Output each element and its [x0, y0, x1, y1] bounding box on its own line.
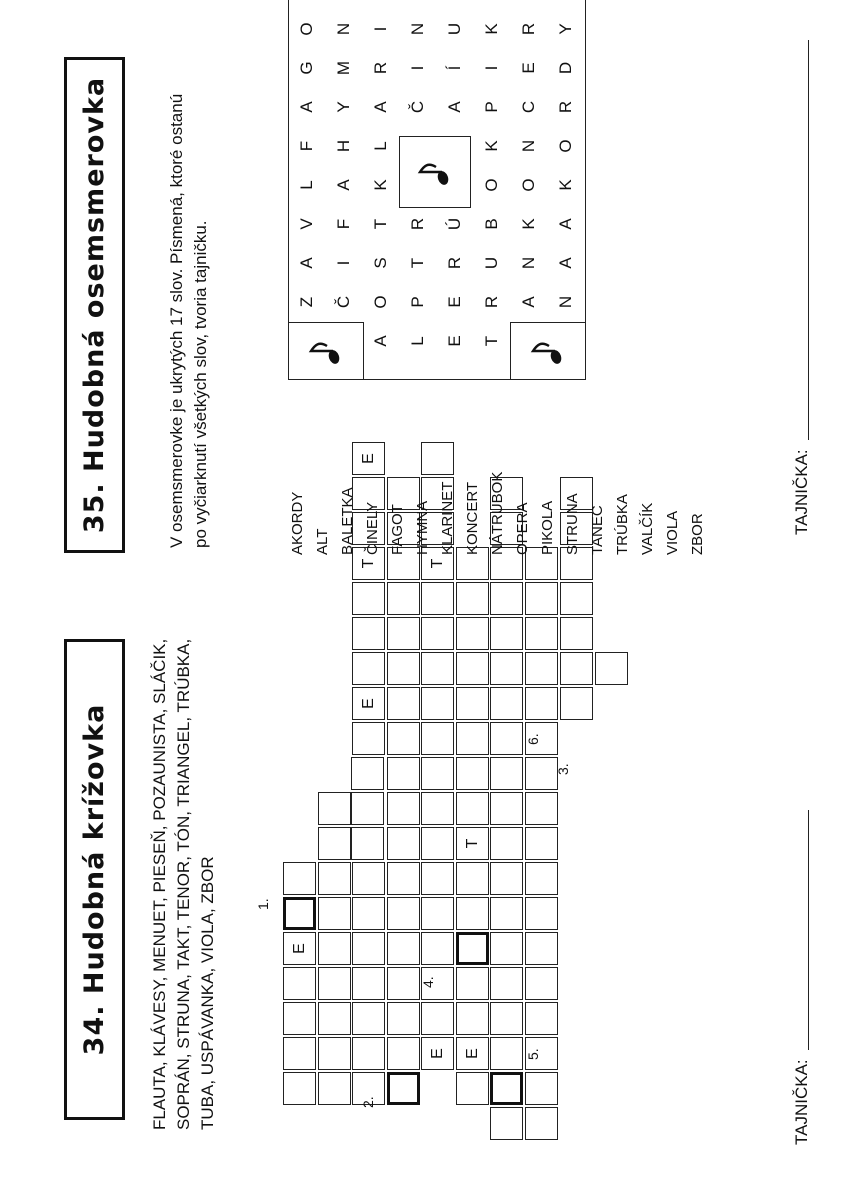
crossword-cell[interactable]: [351, 757, 384, 790]
wordsearch-letter[interactable]: [399, 0, 436, 10]
wordsearch-letter[interactable]: K: [481, 23, 501, 35]
wordsearch-intro: [165, 8, 213, 548]
wordsearch-letter[interactable]: P: [407, 296, 427, 308]
crossword-cell[interactable]: [318, 897, 351, 930]
crossword-cell[interactable]: [387, 1037, 420, 1070]
wordsearch-letter[interactable]: Z: [296, 296, 316, 308]
wordsearch-letter[interactable]: [547, 0, 584, 10]
crossword-cell[interactable]: [560, 652, 593, 685]
crossword-cell[interactable]: [352, 1037, 385, 1070]
hidden-word-item: VIOLA: [664, 510, 681, 555]
wordsearch-letter[interactable]: K: [370, 179, 390, 191]
crossword-cell[interactable]: [387, 827, 420, 860]
crossword-cell[interactable]: [525, 1002, 558, 1035]
wordsearch-letter[interactable]: K: [518, 218, 538, 230]
wordsearch-letter[interactable]: R: [370, 61, 390, 75]
crossword-cell[interactable]: [351, 792, 384, 825]
crossword-cell[interactable]: [387, 1002, 420, 1035]
wordsearch-letter[interactable]: A: [370, 101, 390, 113]
wordsearch-letter[interactable]: E: [518, 62, 538, 74]
word-list-line-2: SOPRÁN, STRUNA, TAKT, TENOR, TÓN, TRIANGEL, TRÚBKA,: [174, 638, 193, 1130]
crossword-cell[interactable]: [560, 687, 593, 720]
wordsearch-title-box: [64, 57, 125, 553]
crossword-cell[interactable]: [456, 722, 489, 755]
crossword-cell[interactable]: [351, 827, 384, 860]
crossword-cell[interactable]: [490, 1072, 523, 1105]
eighth-note-icon: [307, 336, 346, 366]
crossword-cell[interactable]: [352, 932, 385, 965]
crossword-cell[interactable]: [456, 1002, 489, 1035]
crossword-cell[interactable]: [352, 617, 385, 650]
wordsearch-letter[interactable]: [436, 0, 473, 10]
wordsearch-letter[interactable]: A: [370, 335, 390, 347]
hidden-word-item: HYMNA: [414, 500, 431, 555]
wordsearch-letter[interactable]: U: [444, 22, 464, 36]
wordsearch-letter[interactable]: E: [444, 296, 464, 308]
crossword-cell[interactable]: E: [283, 932, 316, 965]
crossword-cell[interactable]: [456, 897, 489, 930]
word-list-line-1: FLAUTA, KLÁVESY, MENUET, PIESEŇ, POZAUNISTA, SLÁČIK,: [150, 638, 169, 1130]
clue-number-5: 5.: [525, 1048, 541, 1060]
wordsearch-letter[interactable]: [510, 0, 547, 10]
crossword-cell[interactable]: [318, 1002, 351, 1035]
crossword-cell[interactable]: [318, 1072, 351, 1105]
wordsearch-letter[interactable]: O: [296, 22, 316, 36]
crossword-cell[interactable]: [490, 827, 523, 860]
wordsearch-letter[interactable]: R: [555, 100, 575, 114]
crossword-cell[interactable]: [490, 967, 523, 1000]
wordsearch-word-list: [285, 472, 710, 555]
crossword-cell[interactable]: [318, 862, 351, 895]
wordsearch-letter[interactable]: I: [481, 65, 501, 71]
hidden-word-item: ZBOR: [689, 513, 706, 555]
crossword-cell[interactable]: [283, 862, 316, 895]
wordsearch-letter[interactable]: [473, 0, 510, 10]
crossword-cell[interactable]: [283, 1002, 316, 1035]
crossword-cell[interactable]: [318, 967, 351, 1000]
crossword-cell[interactable]: [560, 582, 593, 615]
crossword-cell[interactable]: [352, 722, 385, 755]
crossword-cell[interactable]: [387, 967, 420, 1000]
crossword-cell[interactable]: [387, 792, 420, 825]
crossword-cell[interactable]: [456, 582, 489, 615]
clue-number-1: 1.: [255, 898, 271, 910]
wordsearch-letter[interactable]: L: [370, 141, 390, 151]
crossword-cell[interactable]: [283, 1037, 316, 1070]
wordsearch-letter[interactable]: S: [370, 257, 390, 269]
wordsearch-letter[interactable]: I: [370, 26, 390, 32]
wordsearch-letter[interactable]: D: [555, 61, 575, 75]
wordsearch-letter[interactable]: U: [481, 256, 501, 270]
crossword-cell[interactable]: [525, 582, 558, 615]
crossword-cell[interactable]: [387, 652, 420, 685]
eighth-note-icon: [529, 336, 568, 366]
crossword-cell[interactable]: [525, 1072, 558, 1105]
wordsearch-letter[interactable]: O: [481, 178, 501, 192]
intro-line-2: po vyčiarknutí všetkých slov, tvoria tajničku.: [191, 220, 210, 548]
crossword-cell[interactable]: [490, 1107, 523, 1140]
hidden-word-item: OPERA: [514, 502, 531, 555]
wordsearch-letter[interactable]: Č: [407, 100, 427, 114]
wordsearch-letter[interactable]: P: [481, 101, 501, 113]
crossword-cell[interactable]: E: [352, 442, 385, 475]
crossword-cell[interactable]: [490, 757, 523, 790]
wordsearch-letter[interactable]: N: [518, 256, 538, 270]
crossword-cell[interactable]: [387, 897, 420, 930]
wordsearch-letter[interactable]: [325, 0, 362, 10]
crossword-word-list: [148, 590, 220, 1130]
crossword-cell[interactable]: T: [421, 547, 454, 580]
wordsearch-letter[interactable]: A: [296, 257, 316, 269]
wordsearch-letter[interactable]: L: [296, 180, 316, 190]
crossword-cell[interactable]: [490, 687, 523, 720]
wordsearch-tajnicka-line[interactable]: [808, 40, 809, 440]
wordsearch-letter[interactable]: N: [518, 139, 538, 153]
crossword-cell[interactable]: [525, 827, 558, 860]
word-list-line-3: TUBA, USPÁVANKA, VIOLA, ZBOR: [198, 856, 217, 1130]
wordsearch-letter[interactable]: A: [296, 101, 316, 113]
crossword-cell[interactable]: T: [456, 827, 489, 860]
wordsearch-letter[interactable]: A: [518, 296, 538, 308]
crossword-cell[interactable]: [490, 1002, 523, 1035]
wordsearch-letter[interactable]: R: [444, 256, 464, 270]
crossword-cell[interactable]: [421, 687, 454, 720]
wordsearch-letter[interactable]: I: [333, 260, 353, 266]
crossword-cell[interactable]: [318, 1037, 351, 1070]
crossword-cell[interactable]: [595, 652, 628, 685]
crossword-cell[interactable]: [525, 967, 558, 1000]
crossword-cell[interactable]: [456, 617, 489, 650]
intro-line-1: V osemsmerovke je ukrytých 17 slov. Písmená, ktoré ostanú: [167, 93, 186, 548]
crossword-cell[interactable]: [490, 862, 523, 895]
crossword-cell[interactable]: [283, 897, 316, 930]
crossword-cell[interactable]: [456, 687, 489, 720]
hidden-word-item: ALT: [314, 528, 331, 555]
hidden-word-item: KONCERT: [464, 481, 481, 555]
wordsearch-letter[interactable]: N: [333, 22, 353, 36]
crossword-cell[interactable]: [387, 862, 420, 895]
music-note-box: [399, 136, 471, 208]
crossword-cell[interactable]: [387, 757, 420, 790]
wordsearch-letter[interactable]: L: [407, 336, 427, 346]
crossword-cell[interactable]: [525, 897, 558, 930]
crossword-cell[interactable]: [421, 617, 454, 650]
wordsearch-letter[interactable]: R: [407, 217, 427, 231]
crossword-cell[interactable]: [456, 792, 489, 825]
wordsearch-letter[interactable]: F: [333, 218, 353, 230]
crossword-cell[interactable]: [456, 1072, 489, 1105]
wordsearch-letter[interactable]: R: [481, 295, 501, 309]
wordsearch-letter[interactable]: V: [296, 218, 316, 230]
crossword-title: 34. Hudobná krížovka: [79, 703, 110, 1056]
crossword-cell[interactable]: [421, 722, 454, 755]
wordsearch-letter[interactable]: T: [407, 257, 427, 269]
crossword-cell[interactable]: T: [352, 547, 385, 580]
clue-number-2: 2.: [360, 1096, 376, 1108]
wordsearch-letter[interactable]: Y: [333, 101, 353, 113]
crossword-cell[interactable]: [421, 897, 454, 930]
crossword-cell[interactable]: [352, 582, 385, 615]
crossword-cell[interactable]: [525, 862, 558, 895]
crossword-cell[interactable]: [421, 932, 454, 965]
clue-number-6: 6.: [525, 733, 541, 745]
crossword-cell[interactable]: E: [421, 1037, 454, 1070]
crossword-cell[interactable]: [490, 617, 523, 650]
hidden-word-item: PIKOLA: [539, 500, 556, 555]
crossword-cell[interactable]: [421, 442, 454, 475]
wordsearch-letter[interactable]: A: [444, 101, 464, 113]
crossword-cell[interactable]: [387, 722, 420, 755]
wordsearch-letter[interactable]: Ú: [444, 217, 464, 231]
hidden-word-item: TRÚBKA: [614, 494, 631, 555]
crossword-cell[interactable]: [387, 1072, 420, 1105]
hidden-word-item: AKORDY: [289, 491, 306, 555]
hidden-word-item: KLARINET: [439, 481, 456, 555]
wordsearch-tajnicka-label: TAJNIČKA:: [792, 449, 811, 535]
wordsearch-letter[interactable]: Í: [444, 65, 464, 71]
wordsearch-letter[interactable]: [362, 0, 399, 10]
wordsearch-title: 35. Hudobná osemsmerovka: [79, 76, 110, 534]
crossword-cell[interactable]: [421, 792, 454, 825]
wordsearch-letter[interactable]: T: [481, 335, 501, 347]
crossword-tajnicka-line[interactable]: [808, 810, 809, 1050]
wordsearch-letter[interactable]: G: [296, 61, 316, 75]
crossword-tajnicka-label: TAJNIČKA:: [792, 1059, 811, 1145]
crossword-cell[interactable]: [456, 652, 489, 685]
crossword-cell[interactable]: [283, 1072, 316, 1105]
crossword-cell[interactable]: [456, 757, 489, 790]
music-note-box: [288, 322, 364, 380]
crossword-cell[interactable]: [525, 1107, 558, 1140]
crossword-cell[interactable]: [456, 862, 489, 895]
clue-number-3: 3.: [555, 763, 571, 775]
wordsearch-letter[interactable]: F: [296, 140, 316, 152]
hidden-word-item: FAGOT: [389, 504, 406, 555]
crossword-cell[interactable]: [352, 967, 385, 1000]
hidden-word-item: VALČÍK: [639, 502, 656, 555]
clue-number-4: 4.: [420, 976, 436, 988]
crossword-cell[interactable]: [387, 687, 420, 720]
crossword-cell[interactable]: [421, 757, 454, 790]
crossword-cell[interactable]: [525, 932, 558, 965]
crossword-cell[interactable]: [525, 757, 558, 790]
crossword-cell[interactable]: [525, 652, 558, 685]
wordsearch-letter[interactable]: E: [444, 335, 464, 347]
wordsearch-letter[interactable]: T: [370, 218, 390, 230]
wordsearch-letter[interactable]: M: [333, 60, 353, 76]
wordsearch-letter[interactable]: A: [333, 179, 353, 191]
crossword-cell[interactable]: [456, 932, 489, 965]
wordsearch-letter[interactable]: A: [555, 257, 575, 269]
hidden-word-item: NÁTRUBOK: [489, 471, 506, 555]
crossword-cell[interactable]: E: [456, 1037, 489, 1070]
crossword-title-box: [64, 639, 125, 1120]
wordsearch-letter[interactable]: [288, 0, 325, 10]
crossword-cell[interactable]: [525, 617, 558, 650]
wordsearch-letter[interactable]: Č: [333, 295, 353, 309]
crossword-cell[interactable]: [387, 582, 420, 615]
wordsearch-letter[interactable]: K: [481, 140, 501, 152]
crossword-cell[interactable]: [490, 792, 523, 825]
wordsearch-letter[interactable]: O: [370, 295, 390, 309]
crossword-cell[interactable]: E: [352, 687, 385, 720]
crossword-cell[interactable]: [421, 827, 454, 860]
crossword-cell[interactable]: [490, 897, 523, 930]
crossword-cell[interactable]: [352, 897, 385, 930]
crossword-cell[interactable]: [387, 932, 420, 965]
wordsearch-letter[interactable]: R: [518, 22, 538, 36]
crossword-cell[interactable]: [421, 862, 454, 895]
crossword-cell[interactable]: [490, 652, 523, 685]
crossword-cell[interactable]: [421, 652, 454, 685]
crossword-cell[interactable]: [387, 617, 420, 650]
crossword-cell[interactable]: [490, 582, 523, 615]
hidden-word-item: BALETKA: [339, 487, 356, 555]
wordsearch-letter[interactable]: O: [518, 178, 538, 192]
hidden-word-item: STRUNA: [564, 493, 581, 555]
wordsearch-letter[interactable]: A: [555, 218, 575, 230]
crossword-cell[interactable]: [490, 722, 523, 755]
crossword-cell[interactable]: [318, 792, 351, 825]
crossword-cell[interactable]: [490, 1037, 523, 1070]
wordsearch-letter[interactable]: K: [555, 179, 575, 191]
crossword-cell[interactable]: [283, 967, 316, 1000]
wordsearch-letter[interactable]: N: [407, 22, 427, 36]
crossword-cell[interactable]: [352, 1002, 385, 1035]
crossword-cell[interactable]: [560, 617, 593, 650]
crossword-cell[interactable]: [318, 827, 351, 860]
crossword-cell[interactable]: [456, 967, 489, 1000]
wordsearch-letter[interactable]: I: [407, 65, 427, 71]
wordsearch-letter[interactable]: Y: [555, 23, 575, 35]
crossword-cell[interactable]: [421, 582, 454, 615]
crossword-cell[interactable]: [421, 1002, 454, 1035]
crossword-cell[interactable]: [525, 687, 558, 720]
crossword-cell[interactable]: [318, 932, 351, 965]
wordsearch-letter[interactable]: N: [555, 295, 575, 309]
crossword-cell[interactable]: [525, 792, 558, 825]
hidden-word-item: ČINELY: [364, 501, 381, 555]
wordsearch-letter[interactable]: B: [481, 218, 501, 230]
crossword-cell[interactable]: [490, 932, 523, 965]
music-note-box: [510, 322, 586, 380]
wordsearch-letter[interactable]: C: [518, 100, 538, 114]
hidden-word-item: TANEC: [589, 505, 606, 555]
crossword-cell[interactable]: [352, 862, 385, 895]
crossword-cell[interactable]: [352, 652, 385, 685]
eighth-note-icon: [416, 157, 455, 187]
wordsearch-letter[interactable]: H: [333, 139, 353, 153]
wordsearch-letter[interactable]: O: [555, 139, 575, 153]
